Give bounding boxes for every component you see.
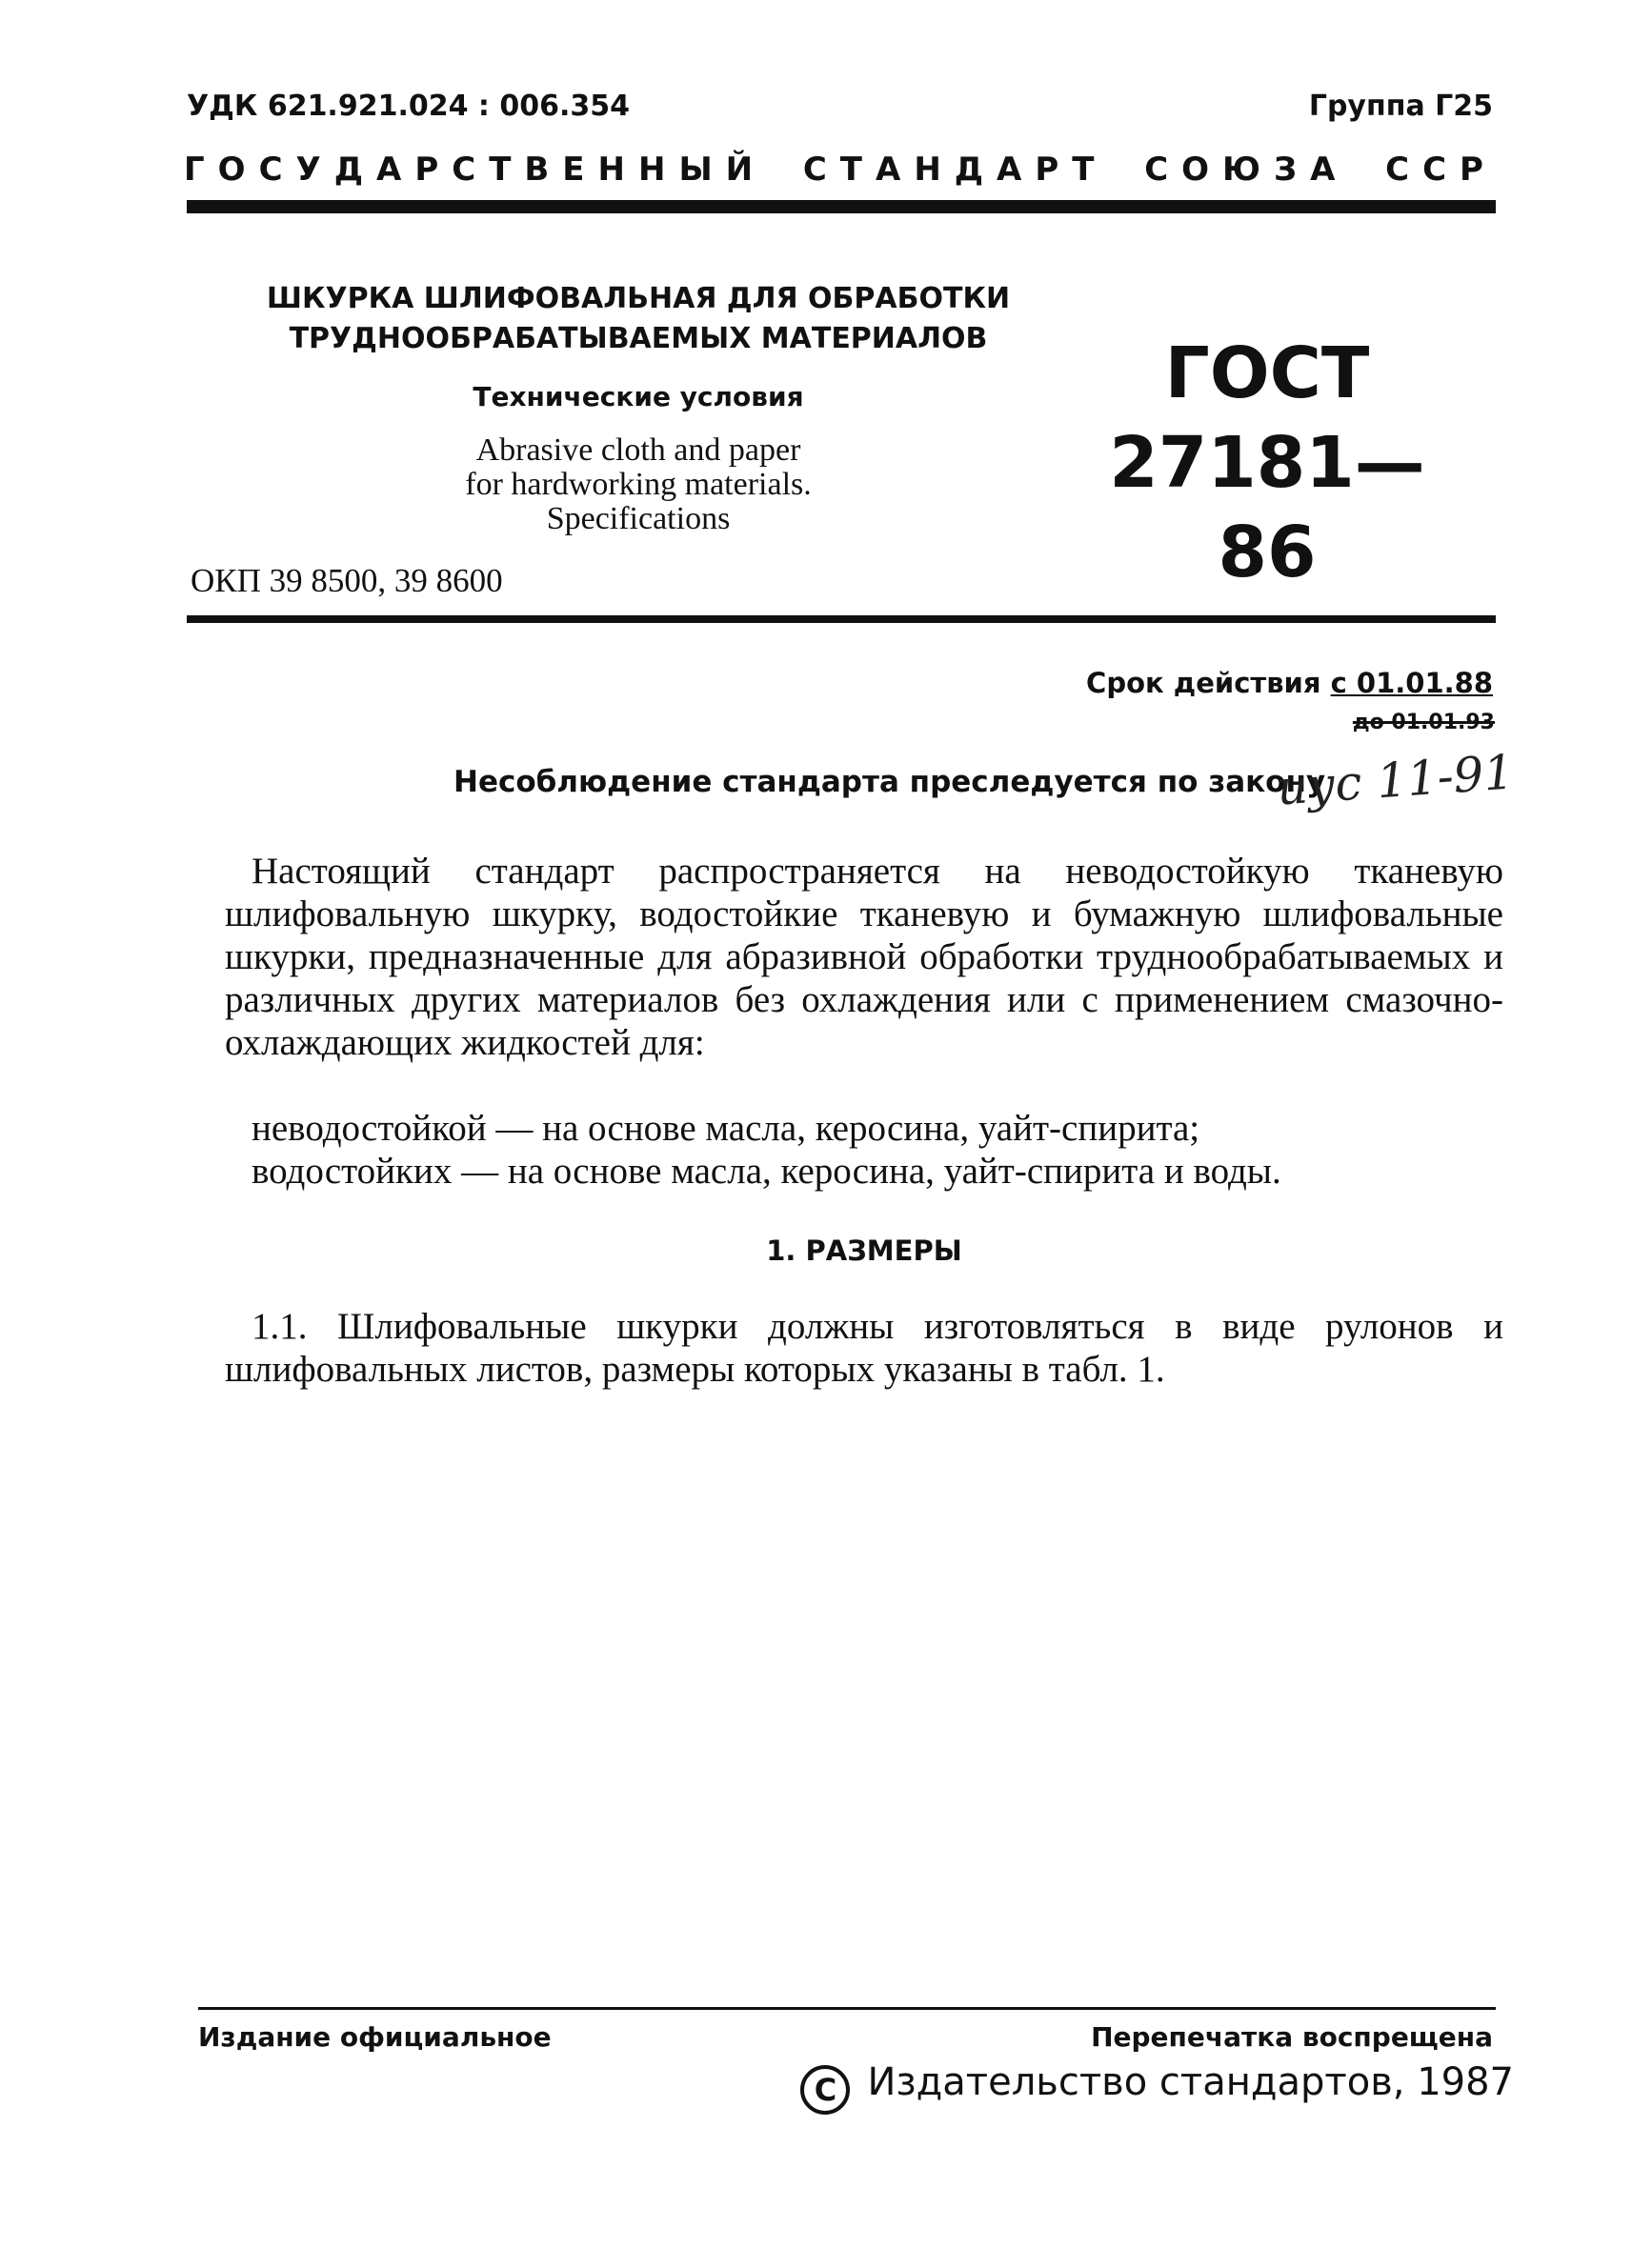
reprint-prohibited: Перепечатка воспрещена <box>1091 2021 1493 2053</box>
gost-label: ГОСТ <box>1164 332 1370 414</box>
title-line-2: ТРУДНООБРАБАТЫВАЕМЫХ МАТЕРИАЛОВ <box>289 322 988 355</box>
official-edition: Издание официальное <box>198 2021 552 2053</box>
validity-period <box>1086 667 1493 699</box>
gost-designation <box>1077 329 1458 597</box>
list-item: неводостойкой — на основе масла, керосина, уайт-спирита; <box>252 1108 1200 1149</box>
validity-until-struck: до 01.01.93 <box>1352 711 1495 734</box>
law-notice: Несоблюдение стандарта преследуется по закону <box>453 765 1326 799</box>
udk-code: УДК 621.921.024 : 006.354 <box>187 90 630 123</box>
state-standard-banner <box>184 151 1497 189</box>
english-title-line-2: for hardworking materials. <box>465 467 812 502</box>
section-heading: 1. РАЗМЕРЫ <box>766 1234 962 1267</box>
handwritten-note: иус 11-91 <box>1275 744 1516 816</box>
okp-code: ОКП 39 8500, 39 8600 <box>191 562 503 599</box>
copyright-line <box>800 2060 1514 2115</box>
copyright-icon: C <box>800 2065 850 2115</box>
banner-word-1: ГОСУДАРСТВЕННЫЙ <box>184 151 767 189</box>
list-item: водостойких — на основе масла, керосина, уайт-спирита и воды. <box>252 1151 1281 1192</box>
copyright-text: Издательство стандартов, 1987 <box>867 2060 1514 2104</box>
banner-word-3: СОЮЗА <box>1144 151 1349 189</box>
coolant-list <box>252 1107 1509 1193</box>
english-title-line-1: Abrasive cloth and paper <box>475 432 801 468</box>
banner-word-4: ССР <box>1385 151 1497 189</box>
validity-from: с 01.01.88 <box>1330 667 1493 699</box>
english-title-line-3: Specifications <box>546 501 731 536</box>
group-code: Группа Г25 <box>1308 90 1493 123</box>
banner-word-2: СТАНДАРТ <box>802 151 1108 189</box>
title-divider <box>187 615 1496 623</box>
document-subtitle: Технические условия <box>473 381 804 412</box>
header-divider <box>187 200 1496 213</box>
validity-label: Срок действия <box>1086 667 1321 699</box>
title-line-1: ШКУРКА ШЛИФОВАЛЬНАЯ ДЛЯ ОБРАБОТКИ <box>266 282 1011 315</box>
footer-divider <box>198 2007 1496 2010</box>
gost-number: 27181—86 <box>1109 422 1425 593</box>
document-title <box>219 279 1058 359</box>
english-title <box>219 433 1058 536</box>
intro-paragraph: Настоящий стандарт распространяется на неводостойкую тканевую шлифовальную шкурку, водостойкие тканевую и бумажную шлифовальные шкурки, предназначенные для абразивной обработки труднообрабатываемых и различных других материалов без охлаждения или с применением смазочно-охлаждающих жидкостей для: <box>225 851 1503 1063</box>
clause-1-1: 1.1. Шлифовальные шкурки должны изготовляться в виде рулонов и шлифовальных листов, размеры которых указаны в табл. 1. <box>225 1306 1503 1390</box>
